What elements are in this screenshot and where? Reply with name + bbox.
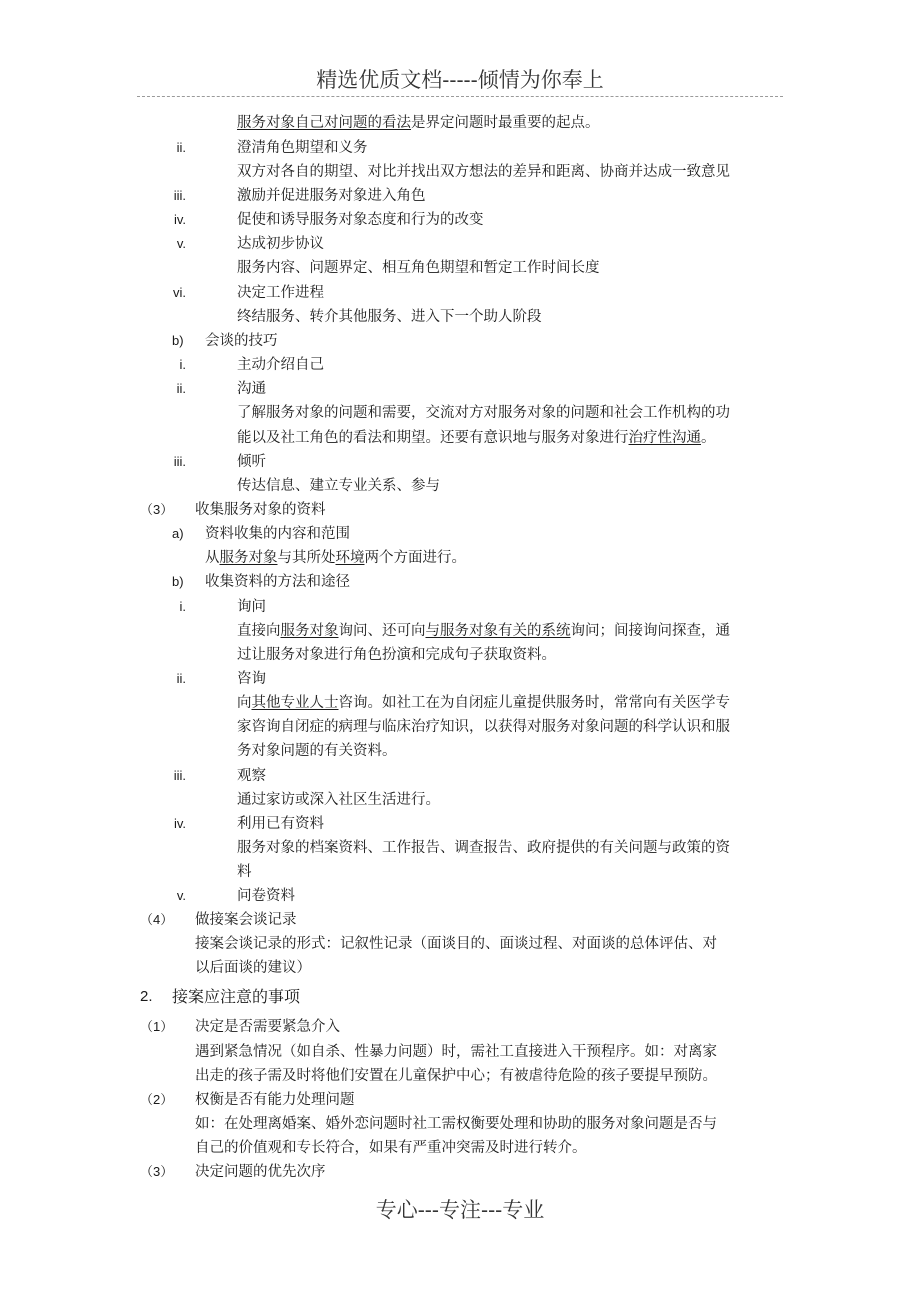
text-segment: 权衡是否有能力处理问题 bbox=[195, 1092, 355, 1108]
text-segment: 询问 bbox=[237, 599, 266, 615]
text-segment: 家咨询自闭症的病理与临床治疗知识，以获得对服务对象问题的科学认识和服 bbox=[237, 719, 730, 735]
document-line bbox=[237, 694, 730, 712]
list-marker: （1） bbox=[140, 1019, 174, 1034]
list-marker: iii. bbox=[173, 454, 186, 469]
document-line bbox=[195, 935, 717, 953]
document-line bbox=[237, 622, 730, 640]
text-segment: 服务内容、问题界定、相互角色期望和暂定工作时间长度 bbox=[237, 260, 600, 276]
text-segment: 。 bbox=[701, 430, 716, 446]
text-segment: 终结服务、转介其他服务、进入下一个助人阶段 bbox=[237, 309, 542, 325]
text-segment: 激励并促进服务对象进入角色 bbox=[237, 188, 426, 204]
document-line bbox=[195, 1018, 340, 1036]
list-marker: b) bbox=[172, 333, 184, 348]
text-segment: 通过家访或深入社区生活进行。 bbox=[237, 792, 440, 808]
document-line bbox=[237, 646, 556, 664]
document-line bbox=[195, 959, 311, 977]
document-line bbox=[195, 1091, 355, 1109]
document-line bbox=[205, 573, 350, 591]
header-divider bbox=[137, 96, 783, 97]
list-marker: iii. bbox=[173, 768, 186, 783]
text-segment: 遇到紧急情况（如自杀、性暴力问题）时，需社工直接进入干预程序。如：对离家 bbox=[195, 1044, 717, 1060]
document-line bbox=[237, 259, 600, 277]
text-segment: 接案应注意的事项 bbox=[172, 987, 301, 1006]
list-marker: ii. bbox=[176, 140, 186, 155]
text-segment: 利用已有资料 bbox=[237, 816, 324, 832]
document-line bbox=[237, 139, 368, 157]
document-line bbox=[195, 1043, 717, 1061]
text-segment: 两个方面进行。 bbox=[364, 550, 466, 566]
text-segment: 促使和诱导服务对象态度和行为的改变 bbox=[237, 212, 484, 228]
underlined-term: 服务对象自己对问题的看法 bbox=[237, 115, 411, 131]
document-line bbox=[237, 235, 324, 253]
text-segment: 做接案会谈记录 bbox=[195, 912, 297, 928]
text-segment: 服务对象的档案资料、工作报告、调查报告、政府提供的有关问题与政策的资 bbox=[237, 840, 730, 856]
text-segment: 直接向 bbox=[237, 623, 281, 639]
document-line bbox=[237, 767, 266, 785]
list-marker: i. bbox=[179, 599, 186, 614]
document-line bbox=[237, 114, 600, 132]
text-segment: 料 bbox=[237, 864, 252, 880]
text-segment: 从 bbox=[205, 550, 220, 566]
document-line bbox=[237, 453, 266, 471]
list-marker: 2. bbox=[140, 988, 153, 1005]
document-line bbox=[237, 308, 542, 326]
document-line bbox=[237, 284, 324, 302]
document-line bbox=[195, 1067, 717, 1085]
text-segment: 能以及社工角色的看法和期望。还要有意识地与服务对象进行 bbox=[237, 430, 629, 446]
text-segment: 咨询 bbox=[237, 671, 266, 687]
document-line bbox=[195, 911, 297, 929]
document-line bbox=[237, 187, 426, 205]
document-line bbox=[237, 887, 295, 905]
text-segment: 自己的价值观和专长符合，如果有严重冲突需及时进行转介。 bbox=[195, 1140, 587, 1156]
list-marker: iii. bbox=[173, 188, 186, 203]
list-marker: （3） bbox=[140, 1164, 174, 1179]
text-segment: 会谈的技巧 bbox=[205, 333, 278, 349]
text-segment: 决定问题的优先次序 bbox=[195, 1164, 326, 1180]
text-segment: 资料收集的内容和范围 bbox=[205, 526, 350, 542]
underlined-term: 治疗性沟通 bbox=[628, 430, 701, 446]
document-line bbox=[237, 380, 266, 398]
list-marker: ii. bbox=[176, 671, 186, 686]
text-segment: 观察 bbox=[237, 768, 266, 784]
text-segment: 向 bbox=[237, 695, 252, 711]
document-line bbox=[205, 332, 278, 350]
list-marker: （4） bbox=[140, 912, 174, 927]
text-segment: 务对象问题的有关资料。 bbox=[237, 743, 397, 759]
list-marker: （3） bbox=[140, 502, 174, 517]
document-line bbox=[237, 429, 716, 447]
document-line bbox=[237, 718, 730, 736]
underlined-term: 与服务对象有关的系统 bbox=[425, 623, 571, 639]
document-line bbox=[237, 742, 397, 760]
document-line bbox=[237, 791, 440, 809]
text-segment: 收集资料的方法和途径 bbox=[205, 574, 350, 590]
document-line bbox=[237, 598, 266, 616]
text-segment: 如：在处理离婚案、婚外恋问题时社工需权衡要处理和协助的服务对象问题是否与 bbox=[195, 1116, 717, 1132]
document-line bbox=[195, 1163, 326, 1181]
text-segment: 达成初步协议 bbox=[237, 236, 324, 252]
document-line bbox=[237, 670, 266, 688]
text-segment: 决定工作进程 bbox=[237, 285, 324, 301]
text-segment: 了解服务对象的问题和需要，交流对方对服务对象的问题和社会工作机构的功 bbox=[237, 405, 730, 421]
list-marker: ii. bbox=[176, 381, 186, 396]
text-segment: 决定是否需要紧急介入 bbox=[195, 1019, 340, 1035]
text-segment: 出走的孩子需及时将他们安置在儿童保护中心；有被虐待危险的孩子要提早预防。 bbox=[195, 1068, 717, 1084]
document-line bbox=[237, 404, 730, 422]
text-segment: 收集服务对象的资料 bbox=[195, 502, 326, 518]
list-marker: v. bbox=[176, 888, 186, 903]
text-segment: 与其所处 bbox=[277, 550, 336, 566]
text-segment: 咨询。如社工在为自闭症儿童提供服务时，常常向有关医学专 bbox=[338, 695, 730, 711]
text-segment: 主动介绍自己 bbox=[237, 357, 324, 373]
document-line bbox=[195, 1115, 717, 1133]
list-marker: i. bbox=[179, 357, 186, 372]
text-segment: 问卷资料 bbox=[237, 888, 295, 904]
section-heading bbox=[172, 987, 300, 1007]
document-line bbox=[237, 163, 730, 181]
text-segment: 倾听 bbox=[237, 454, 266, 470]
document-line bbox=[237, 815, 324, 833]
underlined-term: 服务对象 bbox=[219, 550, 278, 566]
document-line bbox=[205, 525, 350, 543]
page-footer: 专心---专注---专业 bbox=[375, 1198, 545, 1222]
document-line bbox=[237, 863, 252, 881]
list-marker: vi. bbox=[173, 285, 186, 300]
text-segment: 询问；间接询问探查，通 bbox=[570, 623, 730, 639]
text-segment: 双方对各自的期望、对比并找出双方想法的差异和距离、协商并达成一致意见 bbox=[237, 164, 730, 180]
text-segment: 过让服务对象进行角色扮演和完成句子获取资料。 bbox=[237, 647, 556, 663]
document-line bbox=[195, 501, 326, 519]
text-segment: 以后面谈的建议） bbox=[195, 960, 311, 976]
document-line bbox=[195, 1139, 587, 1157]
document-line bbox=[237, 356, 324, 374]
list-marker: b) bbox=[172, 574, 184, 589]
document-line bbox=[205, 549, 466, 567]
list-marker: a) bbox=[172, 526, 184, 541]
list-marker: （2） bbox=[140, 1092, 174, 1107]
text-segment: 沟通 bbox=[237, 381, 266, 397]
list-marker: iv. bbox=[173, 816, 186, 831]
text-segment: 是界定问题时最重要的起点。 bbox=[411, 115, 600, 131]
list-marker: iv. bbox=[173, 212, 186, 227]
text-segment: 接案会谈记录的形式：记叙性记录（面谈目的、面谈过程、对面谈的总体评估、对 bbox=[195, 936, 717, 952]
document-line bbox=[237, 211, 484, 229]
document-line bbox=[237, 477, 440, 495]
document-line bbox=[237, 839, 730, 857]
underlined-term: 服务对象 bbox=[280, 623, 339, 639]
underlined-term: 环境 bbox=[335, 550, 365, 566]
text-segment: 传达信息、建立专业关系、参与 bbox=[237, 478, 440, 494]
underlined-term: 其他专业人士 bbox=[251, 695, 339, 711]
text-segment: 询问、还可向 bbox=[338, 623, 426, 639]
page-header: 精选优质文档-----倾情为你奉上 bbox=[316, 68, 604, 92]
text-segment: 澄清角色期望和义务 bbox=[237, 140, 368, 156]
list-marker: v. bbox=[176, 236, 186, 251]
